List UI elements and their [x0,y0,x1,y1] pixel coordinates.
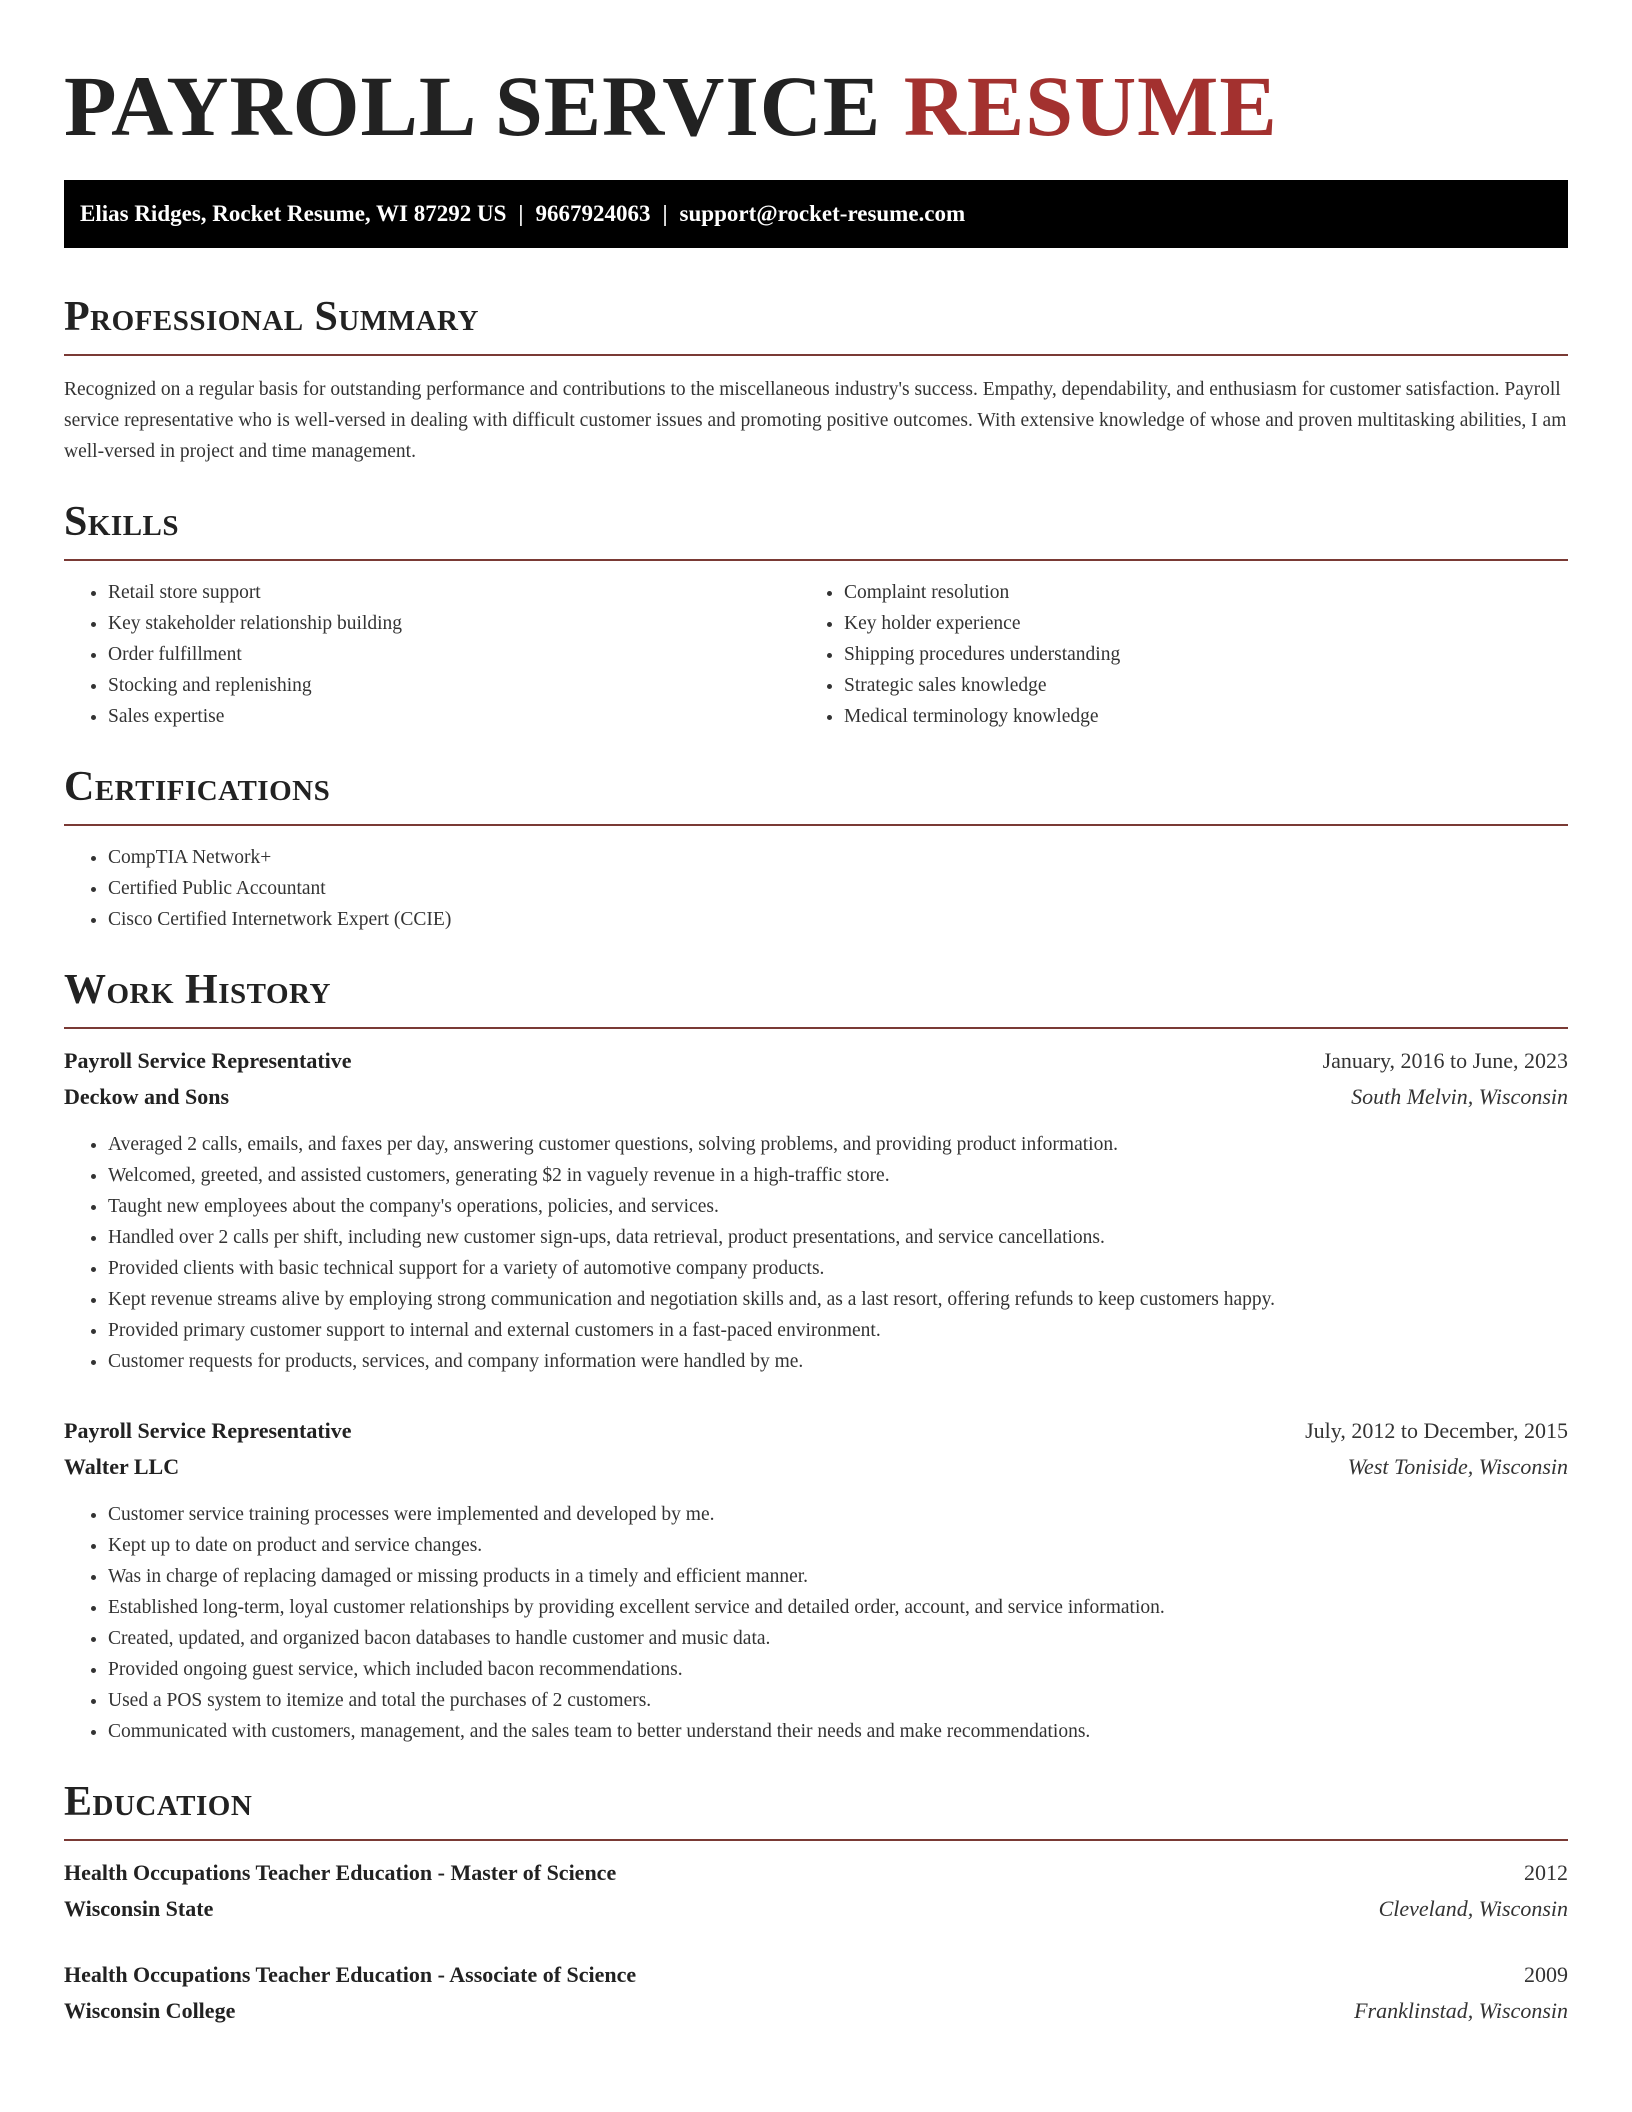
job-bullet: • Handled over 2 calls per shift, including new customer sign-ups, data retrieval, product presentations, and service cancellations. [108,1222,1568,1253]
job-bullet: • Averaged 2 calls, emails, and faxes per day, answering customer questions, solving problems, and providing product information. [108,1129,1568,1160]
education-year: 2009 [1524,1962,1568,1987]
education-location: Cleveland, Wisconsin [1378,1896,1568,1921]
work-history-section [64,965,1568,1747]
contact-separator: | [518,201,524,226]
summary-heading: Professional Summary [64,292,1568,356]
certifications-heading: Certifications [64,762,1568,826]
education-degree-row [64,1957,1568,1993]
education-year: 2012 [1524,1860,1568,1885]
job-title-row [64,1413,1568,1449]
job-bullet: • Provided ongoing guest service, which included bacon recommendations. [108,1654,1568,1685]
work-history-heading: Work History [64,965,1568,1029]
skill-item: • Key holder experience [844,608,1568,639]
job-company: Walter LLC [64,1454,180,1479]
skill-item: • Medical terminology knowledge [844,701,1568,732]
job-bullet: • Welcomed, greeted, and assisted customers, generating $2 in vaguely revenue in a high-traffic store. [108,1160,1568,1191]
job-bullet: • Created, updated, and organized bacon databases to handle customer and music data. [108,1623,1568,1654]
job-company-row [64,1079,1568,1115]
summary-section [64,292,1568,467]
skill-item: • Stocking and replenishing [108,670,816,701]
job-bullets [64,1499,1568,1747]
education-heading: Education [64,1777,1568,1841]
education-school-row [64,1891,1568,1927]
job-bullet: • Kept revenue streams alive by employing strong communication and negotiation skills and, as a last resort, offering refunds to keep customers happy. [108,1284,1568,1315]
certifications-section [64,762,1568,935]
contact-separator: | [662,201,668,226]
job-location: West Toniside, Wisconsin [1347,1454,1568,1479]
education-entry [64,1855,1568,1927]
skill-item: • Order fulfillment [108,639,816,670]
job-entry [64,1413,1568,1747]
skill-item: • Retail store support [108,577,816,608]
job-bullet: • Established long-term, loyal customer relationships by providing excellent service and detailed order, account, and service information. [108,1592,1568,1623]
job-location: South Melvin, Wisconsin [1351,1084,1568,1109]
job-company: Deckow and Sons [64,1084,230,1109]
skill-item: • Shipping procedures understanding [844,639,1568,670]
education-school-row [64,1993,1568,2029]
resume-title [64,0,1568,156]
certification-item: • Cisco Certified Internetwork Expert (CCIE) [108,904,1568,935]
skill-item: • Key stakeholder relationship building [108,608,816,639]
job-entry [64,1043,1568,1377]
summary-text: Recognized on a regular basis for outstanding performance and contributions to the miscellaneous industry's success. Empathy, dependability, and enthusiasm for customer satisfaction. Payroll service representative who is well-versed in dealing with difficult customer issues and promoting positive outcomes. With extensive knowledge of whose and proven multitasking abilities, I am well-versed in project and time management. [64,379,1567,462]
skills-heading: Skills [64,497,1568,561]
title-main: PAYROLL SERVICE [64,58,904,154]
skills-list-left [64,577,816,732]
contact-phone: 9667924063 [535,201,651,226]
education-degree-row [64,1855,1568,1891]
job-bullet: • Provided clients with basic technical support for a variety of automotive company products. [108,1253,1568,1284]
job-bullet: • Used a POS system to itemize and total the purchases of 2 customers. [108,1685,1568,1716]
education-school: Wisconsin College [64,1998,236,2023]
education-location: Franklinstad, Wisconsin [1354,1998,1568,2023]
education-school: Wisconsin State [64,1896,214,1921]
job-title: Payroll Service Representative [64,1048,352,1073]
certifications-list [64,842,1568,935]
education-degree: Health Occupations Teacher Education - Associate of Science [64,1962,637,1987]
skills-list-right [816,577,1568,732]
job-title: Payroll Service Representative [64,1418,352,1443]
contact-address: Elias Ridges, Rocket Resume, WI 87292 US [80,201,507,226]
title-accent: RESUME [903,58,1278,154]
skill-item: • Sales expertise [108,701,816,732]
education-entry [64,1957,1568,2029]
job-bullets [64,1129,1568,1377]
skills-section [64,497,1568,732]
job-title-row [64,1043,1568,1079]
job-bullet: • Provided primary customer support to internal and external customers in a fast-paced environment. [108,1315,1568,1346]
job-bullet: • Communicated with customers, management, and the sales team to better understand their needs and make recommendations. [108,1716,1568,1747]
contact-bar [64,180,1568,248]
job-bullet: • Customer service training processes were implemented and developed by me. [108,1499,1568,1530]
certification-item: • CompTIA Network+ [108,842,1568,873]
education-section [64,1777,1568,2029]
job-bullet: • Was in charge of replacing damaged or missing products in a timely and efficient manner. [108,1561,1568,1592]
job-dates: January, 2016 to June, 2023 [1322,1048,1568,1073]
job-bullet: • Customer requests for products, services, and company information were handled by me. [108,1346,1568,1377]
job-bullet: • Taught new employees about the company's operations, policies, and services. [108,1191,1568,1222]
job-company-row [64,1449,1568,1485]
skills-grid [64,561,1568,732]
education-degree: Health Occupations Teacher Education - Master of Science [64,1860,617,1885]
certification-item: • Certified Public Accountant [108,873,1568,904]
skill-item: • Complaint resolution [844,577,1568,608]
job-dates: July, 2012 to December, 2015 [1305,1418,1568,1443]
skill-item: • Strategic sales knowledge [844,670,1568,701]
contact-email: support@rocket-resume.com [679,201,966,226]
job-bullet: • Kept up to date on product and service changes. [108,1530,1568,1561]
